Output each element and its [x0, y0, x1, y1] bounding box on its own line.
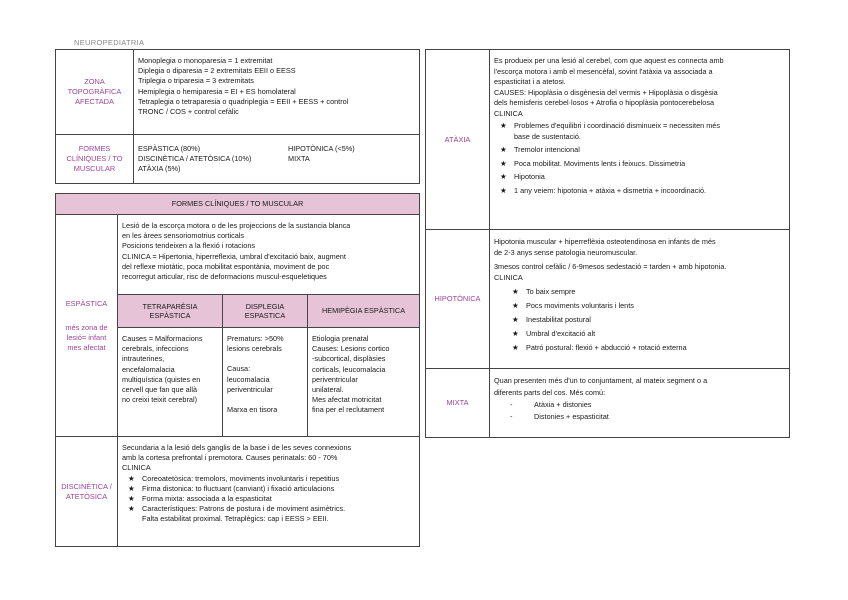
bullet-text: Umbral d'excitació alt — [526, 329, 596, 338]
discinetica-label: DISCINÈTICA / ATETÒSICA — [56, 437, 118, 547]
forms-detail-table — [55, 193, 420, 547]
espastica-line: Lesió de la escorça motora o de les projeccions de la sustancia blanca — [122, 221, 351, 230]
star-icon: ★ — [512, 315, 519, 324]
topo-line: Triplegia o triparesia = 3 extremitats — [138, 76, 254, 86]
ataxia-line: CLINICA — [494, 108, 523, 118]
star-icon: ★ — [128, 504, 135, 514]
hipotonica-line: 3mesos control cefàlic / 6-9mesos sedestació = tarden + amb hipotonia. — [494, 262, 727, 271]
mixta-label: MIXTA — [426, 369, 490, 438]
page-header: NEUROPEDIATRIA — [74, 38, 145, 47]
star-icon: ★ — [500, 185, 507, 195]
espastica-line: recorregut articular, risc de deformacions muscul-esqueletiques — [122, 272, 327, 282]
mixta-dash-item — [494, 399, 785, 411]
ataxia-bullet — [494, 186, 785, 197]
bullet-text: Característiques: Patrons de postura i de moviment asimètrics. — [142, 504, 346, 514]
hipotonica-bullet — [494, 314, 785, 325]
espastica-line: en les àrees sensoriomotrius corticals — [122, 231, 245, 241]
bullet-text: Poca mobilitat. Moviments lents i feixucs. Dissimetria — [514, 158, 686, 168]
hipotonica-bullet — [494, 328, 785, 339]
formes-item: MIXTA — [288, 153, 310, 163]
formes-label: FORMES CLÍNIQUES / TO MUSCULAR — [56, 135, 134, 184]
ataxia-line: Es produeix per una lesió al cerebel, com que aquest es connecta amb — [494, 56, 724, 65]
dash-icon: - — [510, 400, 513, 409]
star-icon: ★ — [128, 494, 135, 504]
formes-item: HIPOTÒNICA (<5%) — [288, 143, 355, 153]
bullet-text: Falta estabilitat proximal. Tetraplègics: cap i EESS > EEII. — [142, 514, 329, 524]
star-icon: ★ — [512, 301, 519, 310]
dash-text: Distonies + espasticitat — [534, 412, 609, 421]
ataxia-bullet — [494, 145, 785, 156]
tetraparesia-line: Causes = Malformacions — [122, 334, 203, 343]
displegia-content — [223, 328, 308, 437]
ataxia-bullet — [494, 172, 785, 183]
discinetica-line: amb la cortesa prefrontal i premotora. Causes perinatals: 60 - 70% — [122, 453, 338, 463]
star-icon: ★ — [500, 172, 507, 181]
star-icon: ★ — [500, 158, 507, 168]
displegia-line: periventricular — [227, 384, 273, 394]
displegia-line: leucomalacia — [227, 374, 270, 384]
dash-icon: - — [510, 412, 513, 421]
formes-item: ATÀXIA (5%) — [138, 164, 181, 174]
hipotonica-bullet — [494, 286, 785, 297]
espastica-title: ESPÀSTICA — [65, 298, 108, 308]
discinetica-bullet — [122, 474, 415, 484]
discinetica-line: CLINICA — [122, 463, 151, 473]
topo-line: Tetraplegia o tetraparesia o quadriplegia = EEII + EESS + control — [138, 96, 349, 106]
bullet-text: To baix sempre — [526, 287, 576, 296]
bullet-text: Patró postural: flexió + abducció + rotació externa — [526, 343, 687, 352]
ataxia-bullet — [494, 159, 785, 170]
espastica-line: CLINICA = Hipertonia, hiperreflexia, umbral d'excitació baix, augment — [122, 251, 346, 261]
espastica-label — [56, 215, 118, 437]
tetraparesia-line: encefalomalacia — [122, 364, 175, 374]
topo-line: Hemiplegia o hemiparesia = EI + ES homolateral — [138, 86, 296, 96]
discinetica-line: Secundaria a la lesió dels ganglis de la base i de les seves connexions — [122, 443, 352, 452]
topography-table — [55, 49, 420, 184]
hemiplegia-line: -subcortical, displàsies — [312, 354, 386, 364]
topo-line: Diplegia o diparesia = 2 extremitats EEII o EESS — [138, 66, 296, 76]
displegia-line: Marxa en tisora — [227, 405, 278, 415]
bullet-text: Hipotonia — [514, 172, 545, 181]
hemiplegia-line: fina per el reclutament — [312, 405, 385, 415]
tetraparesia-line: cervell que fan que allà — [122, 385, 198, 395]
discinetica-bullet — [122, 504, 415, 524]
tetraparesia-line: multiquística (quistes en — [122, 374, 201, 384]
hemiplegia-line: Etiologia prenatal — [312, 334, 369, 343]
hipotonica-bullet — [494, 342, 785, 353]
bullet-text: Problemes d'equilibri i coordinació disminueix = necessiten més — [514, 121, 721, 130]
mixta-content — [490, 369, 790, 438]
star-icon: ★ — [128, 483, 135, 493]
hemiplegia-line: periventricular — [312, 374, 358, 384]
bullet-text: Inestabilitat postural — [526, 315, 591, 324]
displegia-line — [227, 395, 303, 405]
tetraparesia-content — [118, 328, 223, 437]
hipotonica-line: de 2-3 anys sense patologia neuromuscular. — [494, 248, 638, 257]
tetraparesia-line: cerebrals, infeccions — [122, 344, 189, 354]
topo-line: Monoplegia o monoparesia = 1 extremitat — [138, 56, 273, 65]
bullet-text: 1 any veiem: hipotonia + atàxia + dismetria + incoordinació. — [514, 185, 707, 195]
ataxia-content — [490, 50, 790, 230]
bullet-text: Coreoatetòsica: tremolors, moviments involuntaris i repetitius — [142, 473, 340, 483]
ataxia-bullet — [494, 121, 785, 142]
hemiplegia-line: Mes afectat motricitat — [312, 395, 382, 405]
hipotonica-line: CLINICA — [494, 273, 523, 282]
forms-header: FORMES CLÍNIQUES / TO MUSCULAR — [56, 194, 420, 215]
ataxia-line: dels hemisferis cerebel·losos + Atrofia o hipoplàsia pontocerebelosa — [494, 98, 715, 107]
hipotonica-content — [490, 230, 790, 369]
ataxia-label: ATÀXIA — [426, 50, 490, 230]
formes-content — [134, 135, 420, 184]
displegia-line: Causa: — [227, 364, 251, 374]
discinetica-bullet — [122, 484, 415, 494]
star-icon: ★ — [512, 343, 519, 352]
hemiplegia-line: Causes: Lesions cortico — [312, 344, 390, 354]
ataxia-line: espasticitat i a atetosi. — [494, 77, 566, 86]
formes-item: DISCINÈTICA / ATETÒSICA (10%) — [138, 153, 252, 163]
mixta-line: diferents parts del cos. Més comú: — [494, 388, 606, 397]
hemiplegia-header: HEMIPÈGIA ESPÀSTICA — [308, 295, 420, 328]
mixta-dash-item — [494, 411, 785, 423]
star-icon: ★ — [128, 473, 135, 483]
displegia-header: DISPLEGIA ESPASTICA — [223, 295, 308, 328]
star-icon: ★ — [512, 287, 519, 296]
hemiplegia-line: corticals, leucomalacia — [312, 364, 386, 374]
hipotonica-bullet — [494, 300, 785, 311]
topo-content — [134, 50, 420, 135]
bullet-text: Forma mixta: associada a la espasticitat — [142, 494, 272, 504]
mixta-line: Quan presenten més d'un to conjuntament, al mateix segment o a — [494, 376, 708, 385]
discinetica-bullet — [122, 494, 415, 504]
hipotonica-label: HIPOTÓNICA — [426, 230, 490, 369]
right-table — [425, 49, 790, 438]
dash-text: Atàxia + distonies — [534, 400, 592, 409]
ataxia-line: l'escorça motora i amb el mesencèfal, sovint l'atàxia va associada a — [494, 66, 713, 76]
displegia-line: Prematurs: >50% — [227, 334, 284, 343]
formes-item: ESPÀSTICA (80%) — [138, 143, 201, 153]
hipotonica-line: Hipotonia muscular + hiperreflèxia osteotendinosa en infants de més — [494, 237, 716, 246]
bullet-text: base de sustentació. — [514, 131, 581, 141]
hemiplegia-content — [308, 328, 420, 437]
star-icon: ★ — [500, 121, 507, 130]
topo-label: ZONA TOPOGRÀFICA AFECTADA — [56, 50, 134, 135]
bullet-text: Firma distonica: to fluctuant (canviant) i fixació articulacions — [142, 483, 335, 493]
displegia-line: lesions cerebrals — [227, 344, 282, 354]
bullet-text: Tremolor intencional — [514, 145, 580, 154]
tetraparesia-line: no creixi teixit cerebral) — [122, 395, 198, 405]
displegia-line — [227, 354, 303, 364]
star-icon: ★ — [500, 145, 507, 154]
topo-line: TRONC / COS + control cefàlic — [138, 107, 239, 117]
hemiplegia-line: unilateral. — [312, 385, 344, 395]
tetraparesia-line: intrauterines, — [122, 354, 165, 364]
star-icon: ★ — [512, 329, 519, 338]
ataxia-line: CAUSES: Hipoplàsia o disgènesia del vermis + Hipoplàsia o disgèsia — [494, 87, 718, 97]
tetraparesia-header: TETRAPARÈSIA ESPÀSTICA — [118, 295, 223, 328]
discinetica-content — [118, 437, 420, 547]
espastica-line: Posicions tendeixen a la flexió i rotacions — [122, 241, 256, 251]
espastica-content — [118, 215, 420, 295]
bullet-text: Pocs moviments voluntaris i lents — [526, 301, 634, 310]
espastica-line: del reflexe miotàtic, poca mobilitat espontània, moviment de poc — [122, 261, 330, 271]
espastica-note: més zona de lesió= infant mes afectat — [65, 322, 108, 352]
